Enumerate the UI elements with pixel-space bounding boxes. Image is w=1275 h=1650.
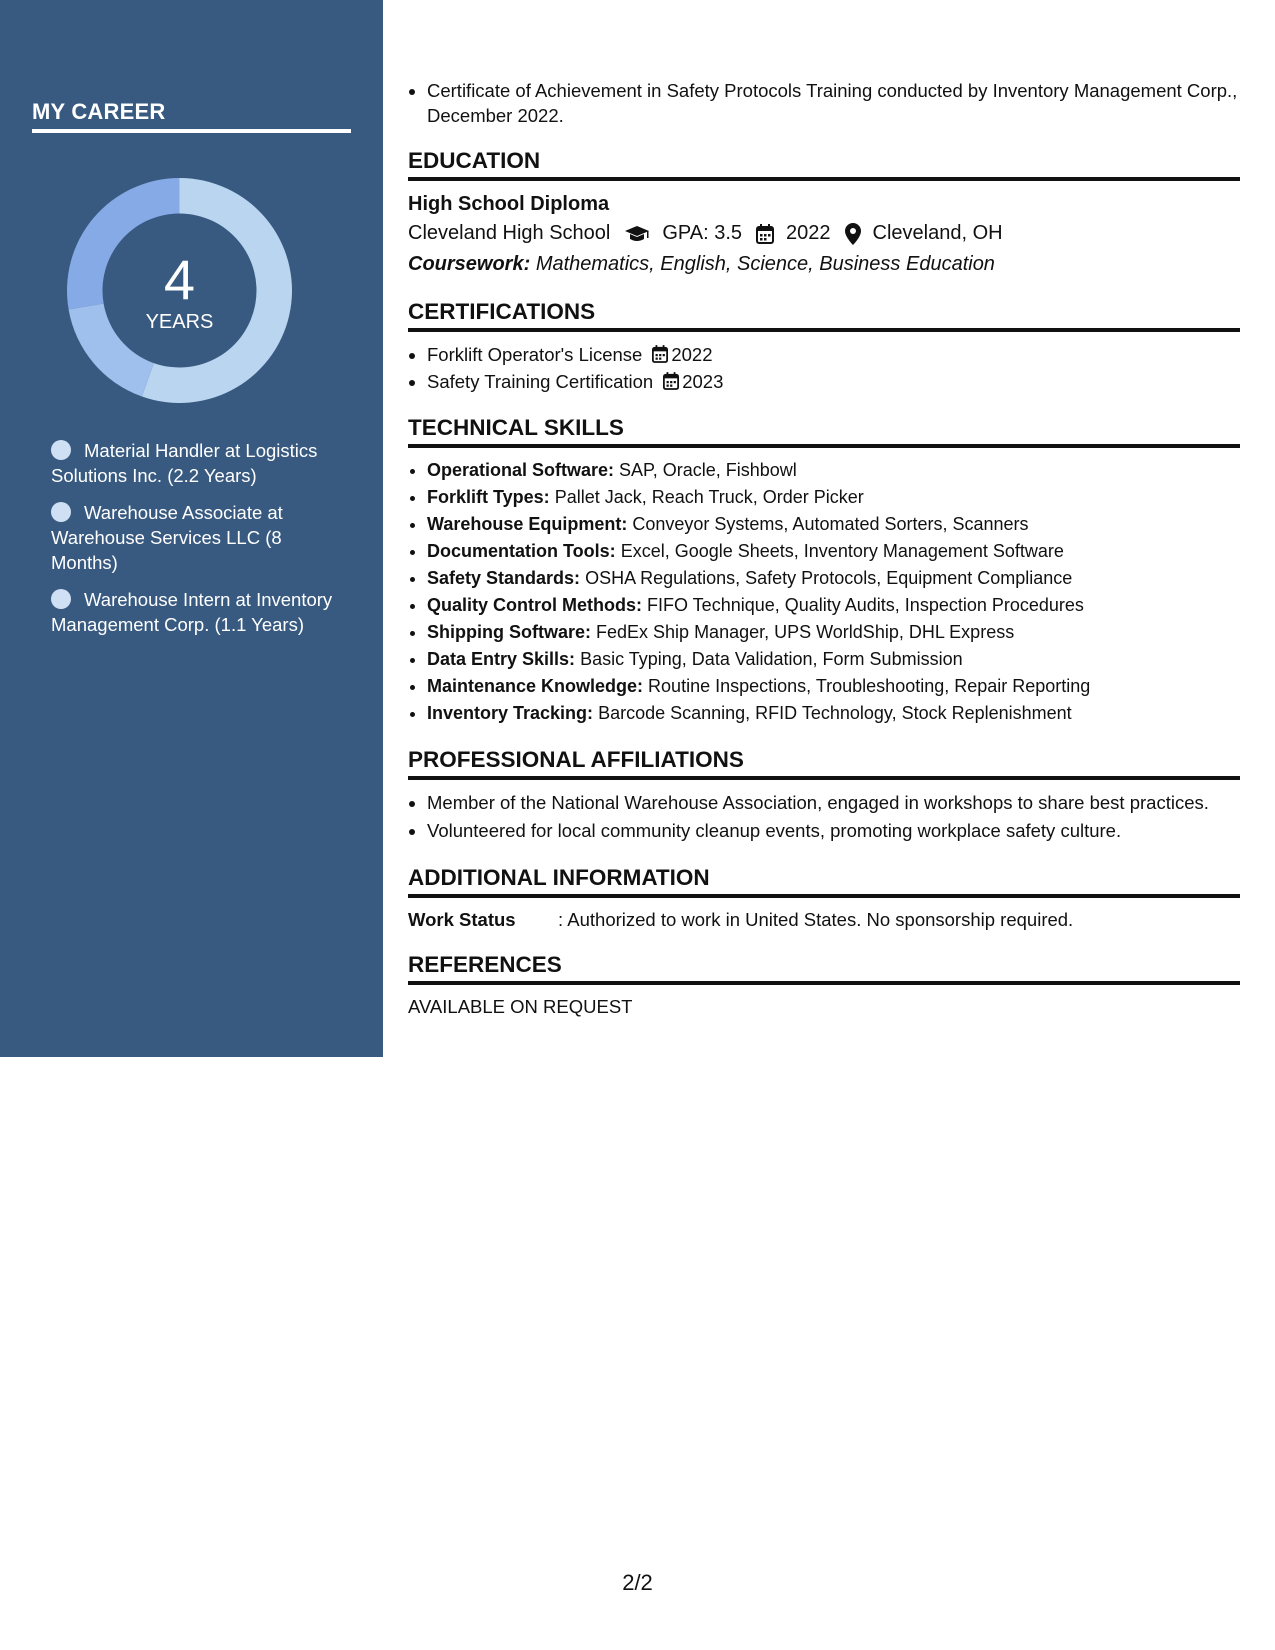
career-legend-item: [51, 438, 341, 488]
calendar-icon: [652, 345, 668, 363]
additional-heading: ADDITIONAL INFORMATION: [408, 864, 1240, 898]
achievement-list: [408, 78, 1240, 128]
legend-dot-icon: [51, 502, 71, 522]
graduation-cap-icon: [624, 225, 650, 243]
legend-dot-icon: [51, 440, 71, 460]
skill-item: [427, 565, 1240, 592]
certification-item: [427, 368, 1240, 395]
skill-item: [427, 700, 1240, 727]
skill-item: [427, 646, 1240, 673]
certification-name: Forklift Operator's License: [427, 344, 643, 365]
calendar-icon: [663, 372, 679, 390]
certifications-heading: CERTIFICATIONS: [408, 298, 1240, 332]
certification-name: Safety Training Certification: [427, 371, 654, 392]
skill-value: SAP, Oracle, Fishbowl: [619, 460, 797, 480]
education-school: Cleveland High School: [408, 222, 611, 244]
work-status-row: [408, 907, 1240, 932]
skills-heading: TECHNICAL SKILLS: [408, 414, 1240, 448]
affiliations-section: [408, 746, 1240, 845]
affiliations-list: [408, 789, 1240, 845]
skill-value: Barcode Scanning, RFID Technology, Stock Replenishment: [598, 703, 1072, 723]
skill-value: Routine Inspections, Troubleshooting, Repair Reporting: [648, 676, 1091, 696]
coursework-label: Coursework:: [408, 253, 531, 275]
skill-value: Basic Typing, Data Validation, Form Submission: [580, 649, 963, 669]
career-sidebar: [0, 0, 383, 1057]
skill-label: Quality Control Methods:: [427, 595, 642, 615]
references-section: [408, 951, 1240, 1019]
skill-item: [427, 484, 1240, 511]
career-legend-item: [51, 587, 341, 637]
career-legend-label: Warehouse Associate at Warehouse Services LLC (8 Months): [51, 502, 283, 573]
skill-label: Operational Software:: [427, 460, 615, 480]
skill-label: Documentation Tools:: [427, 541, 616, 561]
calendar-icon: [756, 224, 774, 244]
education-year: 2022: [786, 222, 831, 244]
skill-label: Inventory Tracking:: [427, 703, 594, 723]
work-status-label: Work Status: [408, 909, 516, 930]
education-coursework: [408, 249, 1240, 279]
education-section: [408, 147, 1240, 279]
skill-item: [427, 592, 1240, 619]
career-title-divider: [32, 129, 351, 133]
skill-item: [427, 457, 1240, 484]
skill-value: Excel, Google Sheets, Inventory Management Software: [620, 541, 1064, 561]
achievement-item: • Certificate of Achievement in Safety Protocols Training conducted by Inventory Management Corp., December 2022.: [427, 78, 1240, 128]
map-pin-icon: [845, 223, 861, 245]
certifications-list: [408, 341, 1240, 395]
additional-section: [408, 864, 1240, 932]
career-legend: [51, 438, 341, 649]
skill-value: Conveyor Systems, Automated Sorters, Scanners: [632, 514, 1029, 534]
career-total-years: 4: [163, 248, 196, 311]
skill-label: Forklift Types:: [427, 487, 550, 507]
skill-label: Maintenance Knowledge:: [427, 676, 644, 696]
skills-list: [408, 457, 1240, 727]
skill-label: Safety Standards:: [427, 568, 581, 588]
coursework-value: Mathematics, English, Science, Business Education: [535, 253, 995, 275]
resume-main-column: [408, 78, 1240, 1019]
affiliation-item: • Volunteered for local community cleanup events, promoting workplace safety culture.: [427, 817, 1240, 845]
certification-year: 2023: [682, 371, 724, 392]
legend-dot-icon: [51, 589, 71, 609]
skill-item: [427, 538, 1240, 565]
education-details: [408, 218, 1240, 249]
career-total-unit: YEARS: [145, 311, 214, 333]
education-heading: EDUCATION: [408, 147, 1240, 181]
career-title: MY CAREER: [32, 99, 166, 124]
education-location: Cleveland, OH: [872, 222, 1003, 244]
page-number: 2/2: [622, 1570, 653, 1595]
skill-value: FedEx Ship Manager, UPS WorldShip, DHL Express: [596, 622, 1015, 642]
career-legend-item: [51, 500, 341, 575]
career-legend-label: Material Handler at Logistics Solutions Inc. (2.2 Years): [51, 440, 318, 486]
skill-value: OSHA Regulations, Safety Protocols, Equipment Compliance: [585, 568, 1073, 588]
education-degree: High School Diploma: [408, 193, 610, 215]
skills-section: [408, 414, 1240, 727]
skill-label: Shipping Software:: [427, 622, 591, 642]
skill-label: Warehouse Equipment:: [427, 514, 628, 534]
skill-item: [427, 673, 1240, 700]
career-legend-label: Warehouse Intern at Inventory Management Corp. (1.1 Years): [51, 589, 333, 635]
certification-item: [427, 341, 1240, 368]
skill-label: Data Entry Skills:: [427, 649, 576, 669]
references-heading: REFERENCES: [408, 951, 1240, 985]
skill-value: FIFO Technique, Quality Audits, Inspection Procedures: [647, 595, 1084, 615]
certifications-section: [408, 298, 1240, 395]
references-text: AVAILABLE ON REQUEST: [408, 996, 633, 1017]
work-status-value: : Authorized to work in United States. No sponsorship required.: [558, 909, 1074, 930]
skill-item: [427, 619, 1240, 646]
skill-item: [427, 511, 1240, 538]
affiliation-item: • Member of the National Warehouse Association, engaged in workshops to share best practices.: [427, 789, 1240, 817]
affiliations-heading: PROFESSIONAL AFFILIATIONS: [408, 746, 1240, 780]
certification-year: 2022: [671, 344, 713, 365]
skill-value: Pallet Jack, Reach Truck, Order Picker: [554, 487, 864, 507]
education-gpa: GPA: 3.5: [662, 222, 743, 244]
